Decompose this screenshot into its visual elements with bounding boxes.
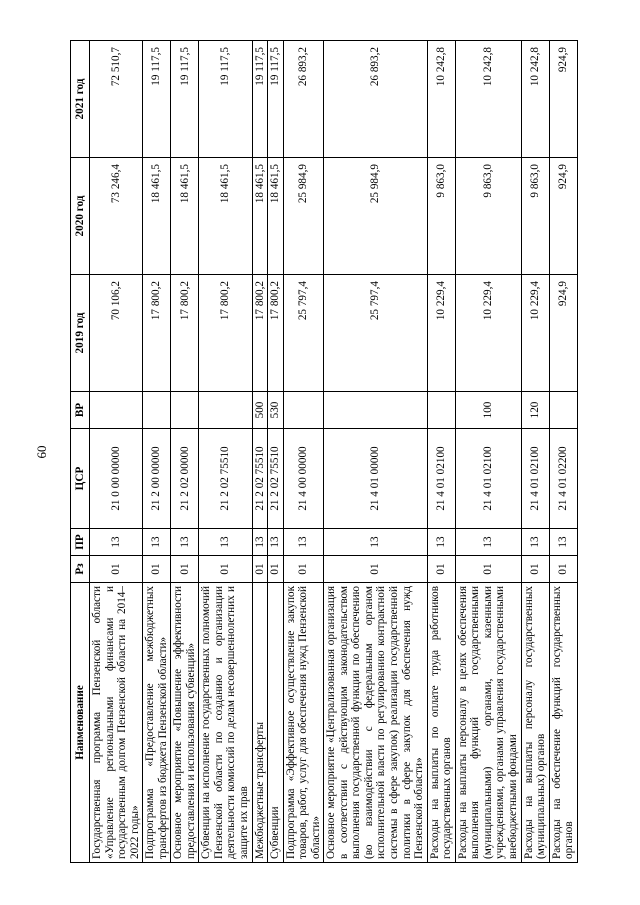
cell-name: Субвенции [268, 583, 284, 863]
table-row [171, 41, 199, 863]
table-body [90, 41, 578, 863]
cell-csr: 21 4 01 02100 [427, 429, 455, 529]
cell-name: Основное мероприятие «Повышение эффективности предоставления и использования субвенций» [171, 583, 199, 863]
cell-csr: 21 4 01 02100 [455, 429, 521, 529]
cell-name: Основное мероприятие «Централизованная организация в соответствии с действующим законодательством выполнения государственной функции по обеспечению (во взаимодействии с федеральным органом исполнительной власти по регулированию контрактной системы в сфере закупок) реализации государственной политики в сфере закупок для обеспечения нужд Пензенской области» [324, 583, 427, 863]
cell-vr: 120 [521, 392, 549, 429]
cell-2019: 25 797,4 [324, 275, 427, 392]
cell-name: Подпрограмма «Предоставление межбюджетных трансфертов из бюджета Пензенской области» [143, 583, 171, 863]
cell-vr [283, 392, 324, 429]
column-header-csr: ЦСР [71, 429, 90, 529]
table-row [455, 41, 521, 863]
cell-rz: 01 [252, 556, 268, 583]
cell-rz: 01 [521, 556, 549, 583]
page-number: 60 [34, 445, 49, 459]
cell-csr: 21 2 02 75510 [199, 429, 252, 529]
cell-rz: 01 [143, 556, 171, 583]
cell-2019: 17 800,2 [143, 275, 171, 392]
column-header-pr: ПР [71, 529, 90, 556]
cell-vr [427, 392, 455, 429]
cell-2020: 18 461,5 [252, 158, 268, 275]
table-row [268, 41, 284, 863]
cell-2019: 17 800,2 [252, 275, 268, 392]
cell-2021: 10 242,8 [455, 41, 521, 158]
cell-pr: 13 [549, 529, 577, 556]
cell-2020: 9 863,0 [455, 158, 521, 275]
table-row [143, 41, 171, 863]
table-row [199, 41, 252, 863]
budget-table [70, 40, 578, 863]
cell-pr: 13 [283, 529, 324, 556]
cell-2021: 19 117,5 [143, 41, 171, 158]
cell-pr: 13 [143, 529, 171, 556]
cell-2020: 25 984,9 [283, 158, 324, 275]
cell-2020: 18 461,5 [143, 158, 171, 275]
table-header [71, 41, 90, 863]
cell-vr: 530 [268, 392, 284, 429]
cell-csr: 21 4 01 00000 [324, 429, 427, 529]
cell-2021: 19 117,5 [268, 41, 284, 158]
cell-vr [324, 392, 427, 429]
cell-name: Расходы на выплаты по оплате труда работников государственных органов [427, 583, 455, 863]
cell-pr: 13 [455, 529, 521, 556]
cell-name: Межбюджетные трансферты [252, 583, 268, 863]
budget-table-container [70, 41, 576, 863]
cell-vr: 100 [455, 392, 521, 429]
cell-2020: 73 246,4 [90, 158, 143, 275]
cell-2019: 10 229,4 [455, 275, 521, 392]
cell-pr: 13 [199, 529, 252, 556]
cell-2021: 924,9 [549, 41, 577, 158]
cell-2019: 17 800,2 [268, 275, 284, 392]
cell-csr: 21 2 00 00000 [143, 429, 171, 529]
column-header-2019: 2019 год [71, 275, 90, 392]
cell-name: Подпрограмма «Эффективное осуществление закупок товаров, работ, услуг для обеспечения нужд Пензенской области» [283, 583, 324, 863]
cell-2019: 17 800,2 [199, 275, 252, 392]
cell-2019: 10 229,4 [427, 275, 455, 392]
cell-2021: 19 117,5 [199, 41, 252, 158]
cell-pr: 13 [90, 529, 143, 556]
cell-pr: 13 [268, 529, 284, 556]
cell-name: Государственная программа Пензенской области «Управление региональными финансами и государственным долгом Пензенской области на 2014–2022 годы» [90, 583, 143, 863]
cell-rz: 01 [549, 556, 577, 583]
cell-2021: 10 242,8 [521, 41, 549, 158]
cell-vr [549, 392, 577, 429]
cell-rz: 01 [90, 556, 143, 583]
table-row [549, 41, 577, 863]
cell-vr [143, 392, 171, 429]
header-row [71, 41, 90, 863]
cell-vr [199, 392, 252, 429]
cell-csr: 21 0 00 00000 [90, 429, 143, 529]
cell-pr: 13 [521, 529, 549, 556]
table-row [252, 41, 268, 863]
cell-rz: 01 [324, 556, 427, 583]
cell-csr: 21 4 01 02100 [521, 429, 549, 529]
cell-name: Расходы на выплаты персоналу в целях обеспечения выполнения функций государственными (муниципальными) органами, казенными учреждениями, органами управления государственными внебюджетными фондами [455, 583, 521, 863]
table-row [427, 41, 455, 863]
cell-2020: 18 461,5 [171, 158, 199, 275]
cell-csr: 21 4 00 00000 [283, 429, 324, 529]
cell-2021: 19 117,5 [252, 41, 268, 158]
cell-2021: 26 893,2 [324, 41, 427, 158]
cell-2021: 26 893,2 [283, 41, 324, 158]
cell-2020: 18 461,5 [268, 158, 284, 275]
cell-csr: 21 4 01 02200 [549, 429, 577, 529]
cell-pr: 13 [171, 529, 199, 556]
cell-2020: 9 863,0 [427, 158, 455, 275]
cell-name: Субвенции на исполнение государственных полномочий Пензенской области по созданию и организации деятельности комиссий по делам несовершеннолетних и защите их прав [199, 583, 252, 863]
cell-name: Расходы на выплаты персоналу государственных (муниципальных) органов [521, 583, 549, 863]
cell-rz: 01 [171, 556, 199, 583]
cell-2020: 924,9 [549, 158, 577, 275]
cell-csr: 21 2 02 00000 [171, 429, 199, 529]
cell-vr [171, 392, 199, 429]
column-header-2021: 2021 год [71, 41, 90, 158]
cell-2019: 10 229,4 [521, 275, 549, 392]
cell-vr: 500 [252, 392, 268, 429]
cell-rz: 01 [455, 556, 521, 583]
column-header-rz: Рз [71, 556, 90, 583]
table-row [324, 41, 427, 863]
cell-2019: 70 106,2 [90, 275, 143, 392]
cell-pr: 13 [427, 529, 455, 556]
cell-2021: 19 117,5 [171, 41, 199, 158]
column-header-vr: ВР [71, 392, 90, 429]
cell-2021: 10 242,8 [427, 41, 455, 158]
column-header-2020: 2020 год [71, 158, 90, 275]
cell-csr: 21 2 02 75510 [252, 429, 268, 529]
cell-2020: 25 984,9 [324, 158, 427, 275]
table-row [90, 41, 143, 863]
cell-rz: 01 [199, 556, 252, 583]
cell-2019: 17 800,2 [171, 275, 199, 392]
cell-name: Расходы на обеспечение функций государственных органов [549, 583, 577, 863]
table-row [283, 41, 324, 863]
cell-pr: 13 [252, 529, 268, 556]
cell-2020: 18 461,5 [199, 158, 252, 275]
cell-2019: 25 797,4 [283, 275, 324, 392]
cell-csr: 21 2 02 75510 [268, 429, 284, 529]
column-header-name: Наименование [71, 583, 90, 863]
cell-rz: 01 [268, 556, 284, 583]
cell-2021: 72 510,7 [90, 41, 143, 158]
cell-rz: 01 [427, 556, 455, 583]
cell-vr [90, 392, 143, 429]
cell-pr: 13 [324, 529, 427, 556]
cell-rz: 01 [283, 556, 324, 583]
table-row [521, 41, 549, 863]
cell-2020: 9 863,0 [521, 158, 549, 275]
cell-2019: 924,9 [549, 275, 577, 392]
